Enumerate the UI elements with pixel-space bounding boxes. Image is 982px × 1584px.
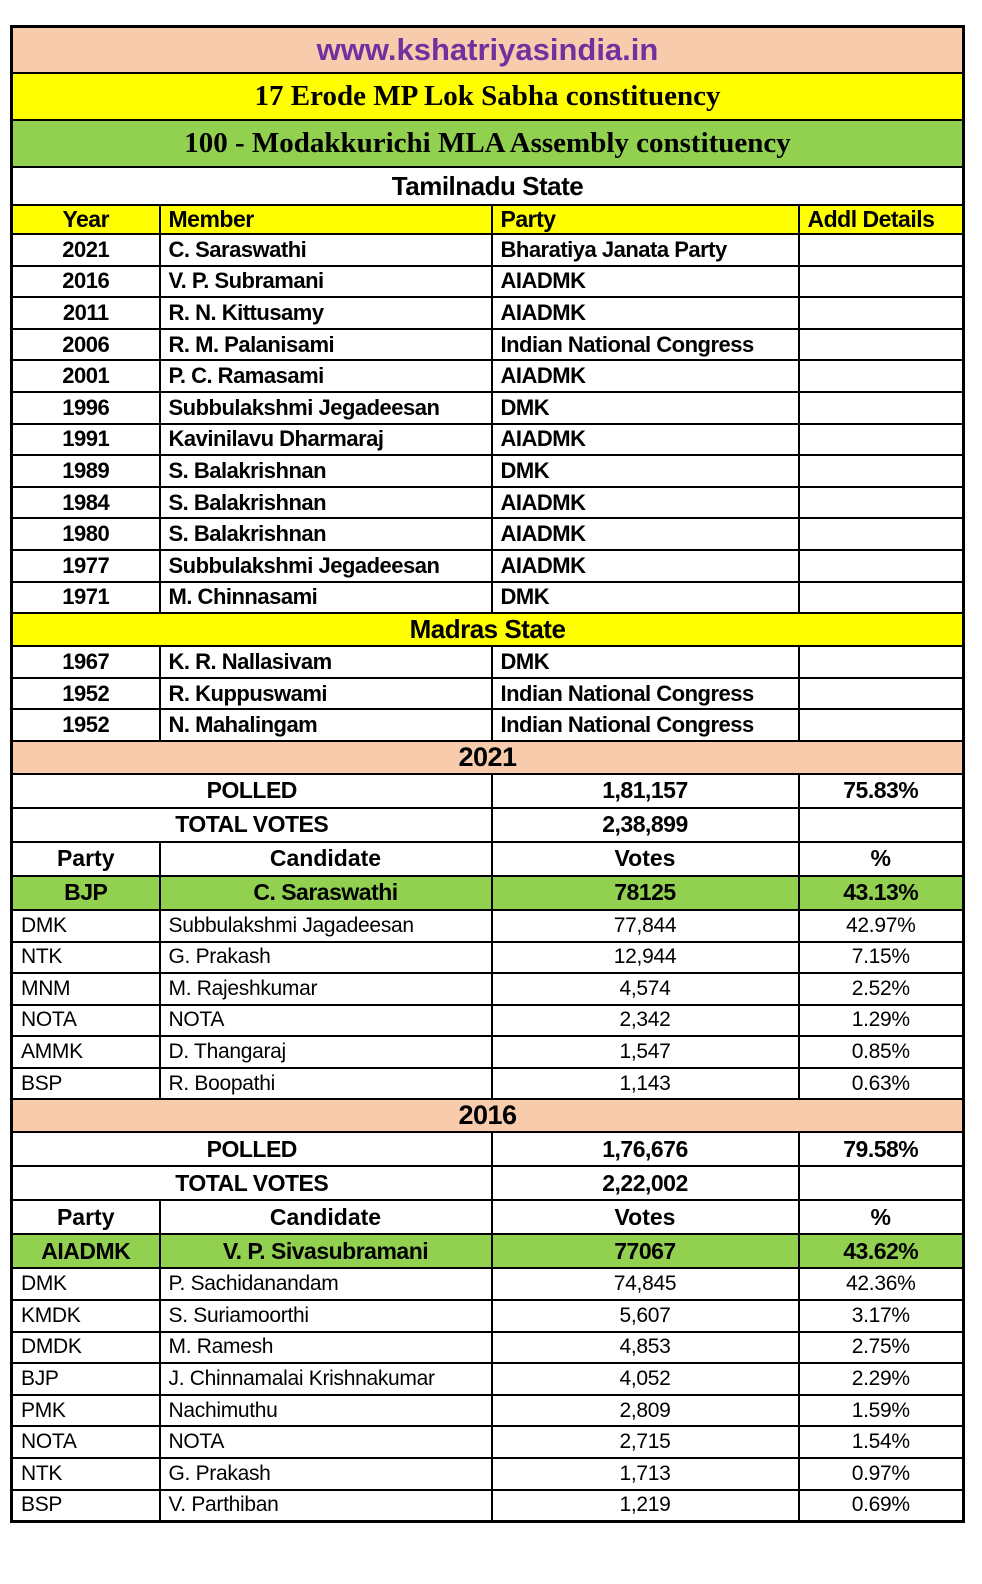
total-votes-empty-cell	[799, 1166, 964, 1200]
party-cell: AIADMK	[492, 360, 799, 392]
addl-details-header: Addl Details	[799, 205, 964, 234]
history-row	[12, 550, 964, 582]
party-cell: Bharatiya Janata Party	[492, 234, 799, 266]
history-row	[12, 678, 964, 710]
percentage-cell: 1.59%	[799, 1395, 964, 1427]
votes-cell: 2,809	[492, 1395, 799, 1427]
polled-percentage: 75.83%	[799, 774, 964, 808]
percentage-cell: 43.13%	[799, 876, 964, 910]
polled-votes: 1,76,676	[492, 1132, 799, 1166]
addl-details-cell	[799, 424, 964, 456]
site-banner	[12, 27, 964, 74]
percentage-cell: 0.97%	[799, 1458, 964, 1490]
candidate-cell: M. Rajeshkumar	[160, 973, 492, 1005]
party-cell: DMK	[492, 646, 799, 678]
percentage-cell: 7.15%	[799, 942, 964, 974]
party-cell: KMDK	[12, 1300, 160, 1332]
member-cell: N. Mahalingam	[160, 709, 492, 741]
party-cell: DMK	[492, 392, 799, 424]
year-cell: 1952	[12, 709, 160, 741]
site-banner-row	[12, 27, 964, 74]
addl-details-cell	[799, 234, 964, 266]
member-cell: R. M. Palanisami	[160, 329, 492, 361]
member-cell: K. R. Nallasivam	[160, 646, 492, 678]
election-2021-heading: 2021	[12, 741, 964, 774]
addl-details-cell	[799, 360, 964, 392]
addl-details-cell	[799, 266, 964, 298]
votes-cell: 74,845	[492, 1268, 799, 1300]
member-cell: S. Balakrishnan	[160, 487, 492, 519]
total-votes-empty-cell	[799, 808, 964, 842]
history-row	[12, 329, 964, 361]
candidate-cell: G. Prakash	[160, 1458, 492, 1490]
party-cell: AIADMK	[492, 487, 799, 519]
party-cell: DMK	[12, 910, 160, 942]
madras-state-row	[12, 613, 964, 646]
total-votes-row-2021	[12, 808, 964, 842]
history-row	[12, 518, 964, 550]
history-row	[12, 266, 964, 298]
history-row	[12, 582, 964, 614]
result-row	[12, 1268, 964, 1300]
party-cell: AIADMK	[492, 518, 799, 550]
party-cell: NTK	[12, 942, 160, 974]
addl-details-cell	[799, 678, 964, 710]
percentage-cell: 0.85%	[799, 1036, 964, 1068]
result-row	[12, 1068, 964, 1100]
result-row	[12, 1458, 964, 1490]
history-row	[12, 424, 964, 456]
assembly-title-row	[12, 120, 964, 167]
year-header: Year	[12, 205, 160, 234]
party-header: Party	[12, 1200, 160, 1234]
total-votes-row-2016	[12, 1166, 964, 1200]
candidate-cell: Subbulakshmi Jagadeesan	[160, 910, 492, 942]
member-cell: Subbulakshmi Jegadeesan	[160, 392, 492, 424]
member-cell: R. N. Kittusamy	[160, 297, 492, 329]
member-cell: S. Balakrishnan	[160, 455, 492, 487]
party-cell: BJP	[12, 1363, 160, 1395]
votes-cell: 1,143	[492, 1068, 799, 1100]
year-cell: 1984	[12, 487, 160, 519]
year-cell: 1989	[12, 455, 160, 487]
addl-details-cell	[799, 582, 964, 614]
party-cell: PMK	[12, 1395, 160, 1427]
polled-label: POLLED	[12, 1132, 492, 1166]
percentage-header: %	[799, 842, 964, 876]
candidate-header: Candidate	[160, 842, 492, 876]
addl-details-cell	[799, 709, 964, 741]
results-header-row-2016	[12, 1200, 964, 1234]
party-cell: NOTA	[12, 1005, 160, 1037]
addl-details-cell	[799, 297, 964, 329]
party-cell: DMK	[492, 455, 799, 487]
party-cell: DMDK	[12, 1332, 160, 1364]
votes-cell: 77,844	[492, 910, 799, 942]
party-cell: MNM	[12, 973, 160, 1005]
result-row	[12, 942, 964, 974]
polled-label: POLLED	[12, 774, 492, 808]
votes-cell: 2,715	[492, 1426, 799, 1458]
votes-cell: 1,547	[492, 1036, 799, 1068]
votes-cell: 4,052	[492, 1363, 799, 1395]
party-cell: AIADMK	[492, 550, 799, 582]
votes-header: Votes	[492, 1200, 799, 1234]
addl-details-cell	[799, 518, 964, 550]
lok-sabha-title: 17 Erode MP Lok Sabha constituency	[12, 73, 964, 120]
party-cell: Indian National Congress	[492, 678, 799, 710]
history-header-row	[12, 205, 964, 234]
votes-cell: 4,574	[492, 973, 799, 1005]
tamilnadu-state-row	[12, 167, 964, 205]
candidate-cell: Nachimuthu	[160, 1395, 492, 1427]
candidate-cell: G. Prakash	[160, 942, 492, 974]
member-cell: Kavinilavu Dharmaraj	[160, 424, 492, 456]
result-row	[12, 1490, 964, 1522]
candidate-header: Candidate	[160, 1200, 492, 1234]
party-header: Party	[492, 205, 799, 234]
member-cell: M. Chinnasami	[160, 582, 492, 614]
history-row	[12, 646, 964, 678]
site-url-text: www.kshatriyasindia.in	[316, 32, 659, 67]
party-cell: AIADMK	[12, 1234, 160, 1268]
party-cell: AIADMK	[492, 266, 799, 298]
member-cell: S. Balakrishnan	[160, 518, 492, 550]
candidate-cell: NOTA	[160, 1005, 492, 1037]
party-cell: BSP	[12, 1490, 160, 1522]
year-cell: 1952	[12, 678, 160, 710]
election-2016-heading-row	[12, 1099, 964, 1132]
addl-details-cell	[799, 646, 964, 678]
madras-state-heading: Madras State	[12, 613, 964, 646]
candidate-cell: P. Sachidanandam	[160, 1268, 492, 1300]
member-cell: V. P. Subramani	[160, 266, 492, 298]
votes-header: Votes	[492, 842, 799, 876]
year-cell: 2021	[12, 234, 160, 266]
candidate-cell: C. Saraswathi	[160, 876, 492, 910]
history-row	[12, 392, 964, 424]
party-header: Party	[12, 842, 160, 876]
winner-row-2021	[12, 876, 964, 910]
results-header-row-2021	[12, 842, 964, 876]
result-row	[12, 1395, 964, 1427]
result-row	[12, 973, 964, 1005]
total-votes-label: TOTAL VOTES	[12, 1166, 492, 1200]
total-votes-label: TOTAL VOTES	[12, 808, 492, 842]
addl-details-cell	[799, 455, 964, 487]
history-row	[12, 455, 964, 487]
result-row	[12, 1300, 964, 1332]
year-cell: 1971	[12, 582, 160, 614]
votes-cell: 2,342	[492, 1005, 799, 1037]
result-row	[12, 1036, 964, 1068]
addl-details-cell	[799, 487, 964, 519]
percentage-cell: 2.75%	[799, 1332, 964, 1364]
constituency-sheet	[10, 25, 962, 1523]
votes-cell: 1,219	[492, 1490, 799, 1522]
party-cell: BSP	[12, 1068, 160, 1100]
addl-details-cell	[799, 329, 964, 361]
result-row	[12, 1426, 964, 1458]
votes-cell: 4,853	[492, 1332, 799, 1364]
percentage-cell: 0.69%	[799, 1490, 964, 1522]
votes-cell: 78125	[492, 876, 799, 910]
year-cell: 1977	[12, 550, 160, 582]
result-row	[12, 1332, 964, 1364]
candidate-cell: NOTA	[160, 1426, 492, 1458]
history-row	[12, 297, 964, 329]
year-cell: 1967	[12, 646, 160, 678]
party-cell: BJP	[12, 876, 160, 910]
party-cell: AIADMK	[492, 424, 799, 456]
total-votes-value: 2,38,899	[492, 808, 799, 842]
party-cell: NOTA	[12, 1426, 160, 1458]
percentage-cell: 2.52%	[799, 973, 964, 1005]
party-cell: Indian National Congress	[492, 709, 799, 741]
votes-cell: 77067	[492, 1234, 799, 1268]
candidate-cell: D. Thangaraj	[160, 1036, 492, 1068]
year-cell: 1980	[12, 518, 160, 550]
result-row	[12, 910, 964, 942]
votes-cell: 1,713	[492, 1458, 799, 1490]
history-row	[12, 709, 964, 741]
candidate-cell: V. P. Sivasubramani	[160, 1234, 492, 1268]
result-row	[12, 1005, 964, 1037]
year-cell: 2016	[12, 266, 160, 298]
party-cell: Indian National Congress	[492, 329, 799, 361]
percentage-cell: 2.29%	[799, 1363, 964, 1395]
polled-votes: 1,81,157	[492, 774, 799, 808]
lok-sabha-title-row	[12, 73, 964, 120]
member-cell: R. Kuppuswami	[160, 678, 492, 710]
member-cell: C. Saraswathi	[160, 234, 492, 266]
year-cell: 1996	[12, 392, 160, 424]
percentage-cell: 42.36%	[799, 1268, 964, 1300]
candidate-cell: V. Parthiban	[160, 1490, 492, 1522]
assembly-title: 100 - Modakkurichi MLA Assembly constituency	[12, 120, 964, 167]
polled-row-2016	[12, 1132, 964, 1166]
history-row	[12, 360, 964, 392]
main-table	[10, 25, 965, 1523]
percentage-cell: 1.29%	[799, 1005, 964, 1037]
votes-cell: 5,607	[492, 1300, 799, 1332]
percentage-cell: 42.97%	[799, 910, 964, 942]
party-cell: NTK	[12, 1458, 160, 1490]
polled-percentage: 79.58%	[799, 1132, 964, 1166]
percentage-cell: 3.17%	[799, 1300, 964, 1332]
total-votes-value: 2,22,002	[492, 1166, 799, 1200]
candidate-cell: M. Ramesh	[160, 1332, 492, 1364]
addl-details-cell	[799, 392, 964, 424]
history-row	[12, 487, 964, 519]
candidate-cell: S. Suriamoorthi	[160, 1300, 492, 1332]
percentage-cell: 1.54%	[799, 1426, 964, 1458]
addl-details-cell	[799, 550, 964, 582]
tamilnadu-state-heading: Tamilnadu State	[12, 167, 964, 205]
votes-cell: 12,944	[492, 942, 799, 974]
candidate-cell: J. Chinnamalai Krishnakumar	[160, 1363, 492, 1395]
member-header: Member	[160, 205, 492, 234]
winner-row-2016	[12, 1234, 964, 1268]
percentage-header: %	[799, 1200, 964, 1234]
party-cell: DMK	[492, 582, 799, 614]
election-2016-heading: 2016	[12, 1099, 964, 1132]
party-cell: AMMK	[12, 1036, 160, 1068]
member-cell: P. C. Ramasami	[160, 360, 492, 392]
member-cell: Subbulakshmi Jegadeesan	[160, 550, 492, 582]
polled-row-2021	[12, 774, 964, 808]
party-cell: DMK	[12, 1268, 160, 1300]
result-row	[12, 1363, 964, 1395]
percentage-cell: 0.63%	[799, 1068, 964, 1100]
year-cell: 2011	[12, 297, 160, 329]
year-cell: 1991	[12, 424, 160, 456]
year-cell: 2001	[12, 360, 160, 392]
percentage-cell: 43.62%	[799, 1234, 964, 1268]
election-2021-heading-row	[12, 741, 964, 774]
party-cell: AIADMK	[492, 297, 799, 329]
year-cell: 2006	[12, 329, 160, 361]
candidate-cell: R. Boopathi	[160, 1068, 492, 1100]
history-row	[12, 234, 964, 266]
